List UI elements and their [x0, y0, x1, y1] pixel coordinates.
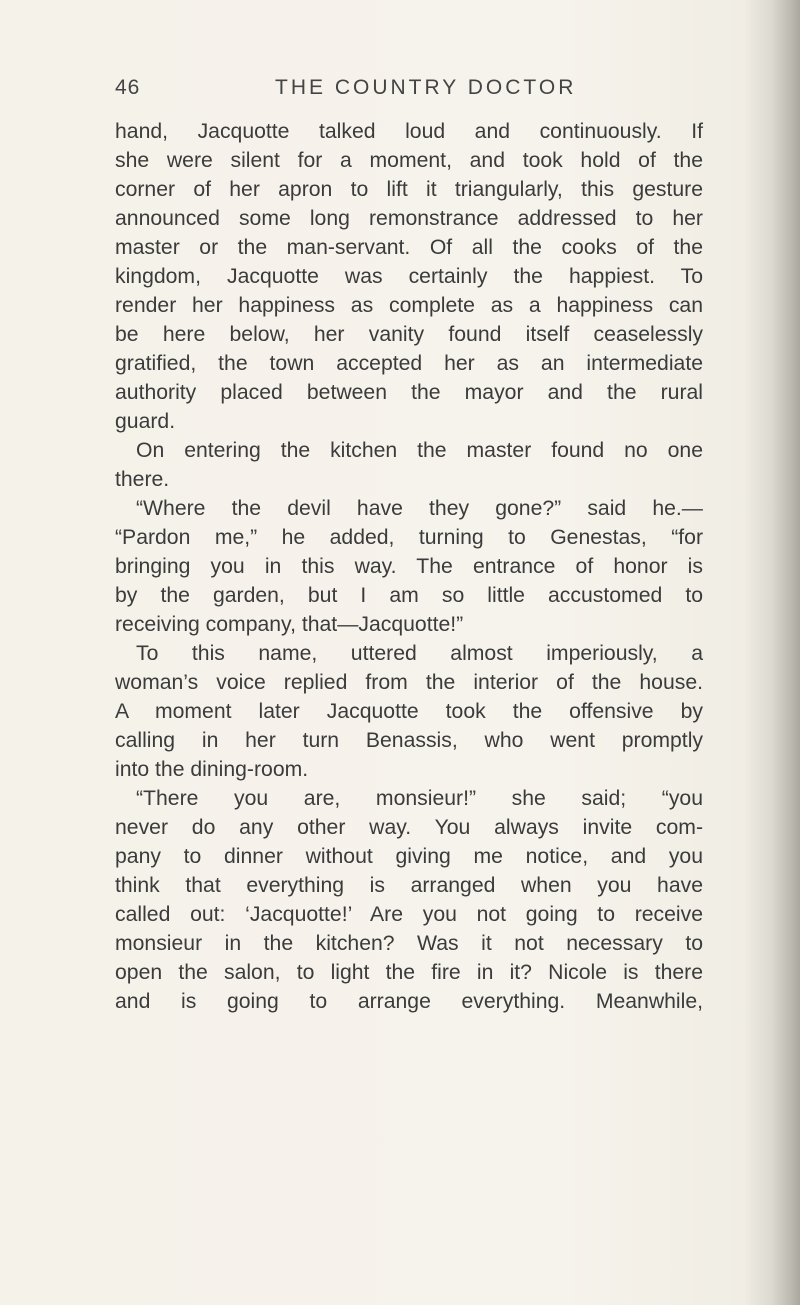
text-line: On entering the kitchen the master found no one	[136, 439, 703, 462]
body-text	[115, 117, 703, 1016]
text-line: render her happiness as complete as a happiness can	[115, 294, 703, 317]
text-line: be here below, her vanity found itself ceaselessly	[115, 323, 703, 346]
text-line: corner of her apron to lift it triangularly, this gesture	[115, 178, 703, 201]
page-number: 46	[115, 76, 141, 99]
text-line: think that everything is arranged when you have	[115, 874, 703, 897]
text-line: To this name, uttered almost imperiously, a	[136, 642, 703, 665]
text-line: receiving company, that—Jacquotte!”	[115, 613, 464, 636]
text-line: hand, Jacquotte talked loud and continuously. If	[115, 120, 703, 143]
text-line: called out: ‘Jacquotte!’ Are you not going to receive	[115, 903, 703, 926]
text-line: announced some long remonstrance addressed to her	[115, 207, 703, 230]
text-line: never do any other way. You always invite com-	[115, 816, 703, 839]
text-line: “Pardon me,” he added, turning to Genestas, “for	[115, 526, 703, 549]
text-line: bringing you in this way. The entrance of honor is	[115, 555, 703, 578]
text-line: A moment later Jacquotte took the offensive by	[115, 700, 703, 723]
text-line: woman’s voice replied from the interior of the house.	[115, 671, 703, 694]
text-line: open the salon, to light the fire in it? Nicole is there	[115, 961, 703, 984]
text-line: she were silent for a moment, and took hold of the	[115, 149, 703, 172]
text-line: by the garden, but I am so little accustomed to	[115, 584, 703, 607]
page-header	[115, 76, 705, 106]
text-line: “There you are, monsieur!” she said; “you	[136, 787, 703, 810]
text-line: monsieur in the kitchen? Was it not necessary to	[115, 932, 703, 955]
page-edge-shadow	[772, 0, 800, 1305]
text-line: into the dining-room.	[115, 758, 309, 781]
text-line: guard.	[115, 410, 176, 433]
text-line: master or the man-servant. Of all the cooks of the	[115, 236, 703, 259]
text-line: gratified, the town accepted her as an intermediate	[115, 352, 703, 375]
text-line: “Where the devil have they gone?” said he.—	[136, 497, 703, 520]
text-line: calling in her turn Benassis, who went promptly	[115, 729, 703, 752]
text-line: and is going to arrange everything. Meanwhile,	[115, 990, 703, 1013]
text-line: authority placed between the mayor and the rural	[115, 381, 703, 404]
text-line: kingdom, Jacquotte was certainly the happiest. To	[115, 265, 703, 288]
text-line: pany to dinner without giving me notice, and you	[115, 845, 703, 868]
text-line: there.	[115, 468, 170, 491]
running-title: THE COUNTRY DOCTOR	[275, 76, 577, 99]
